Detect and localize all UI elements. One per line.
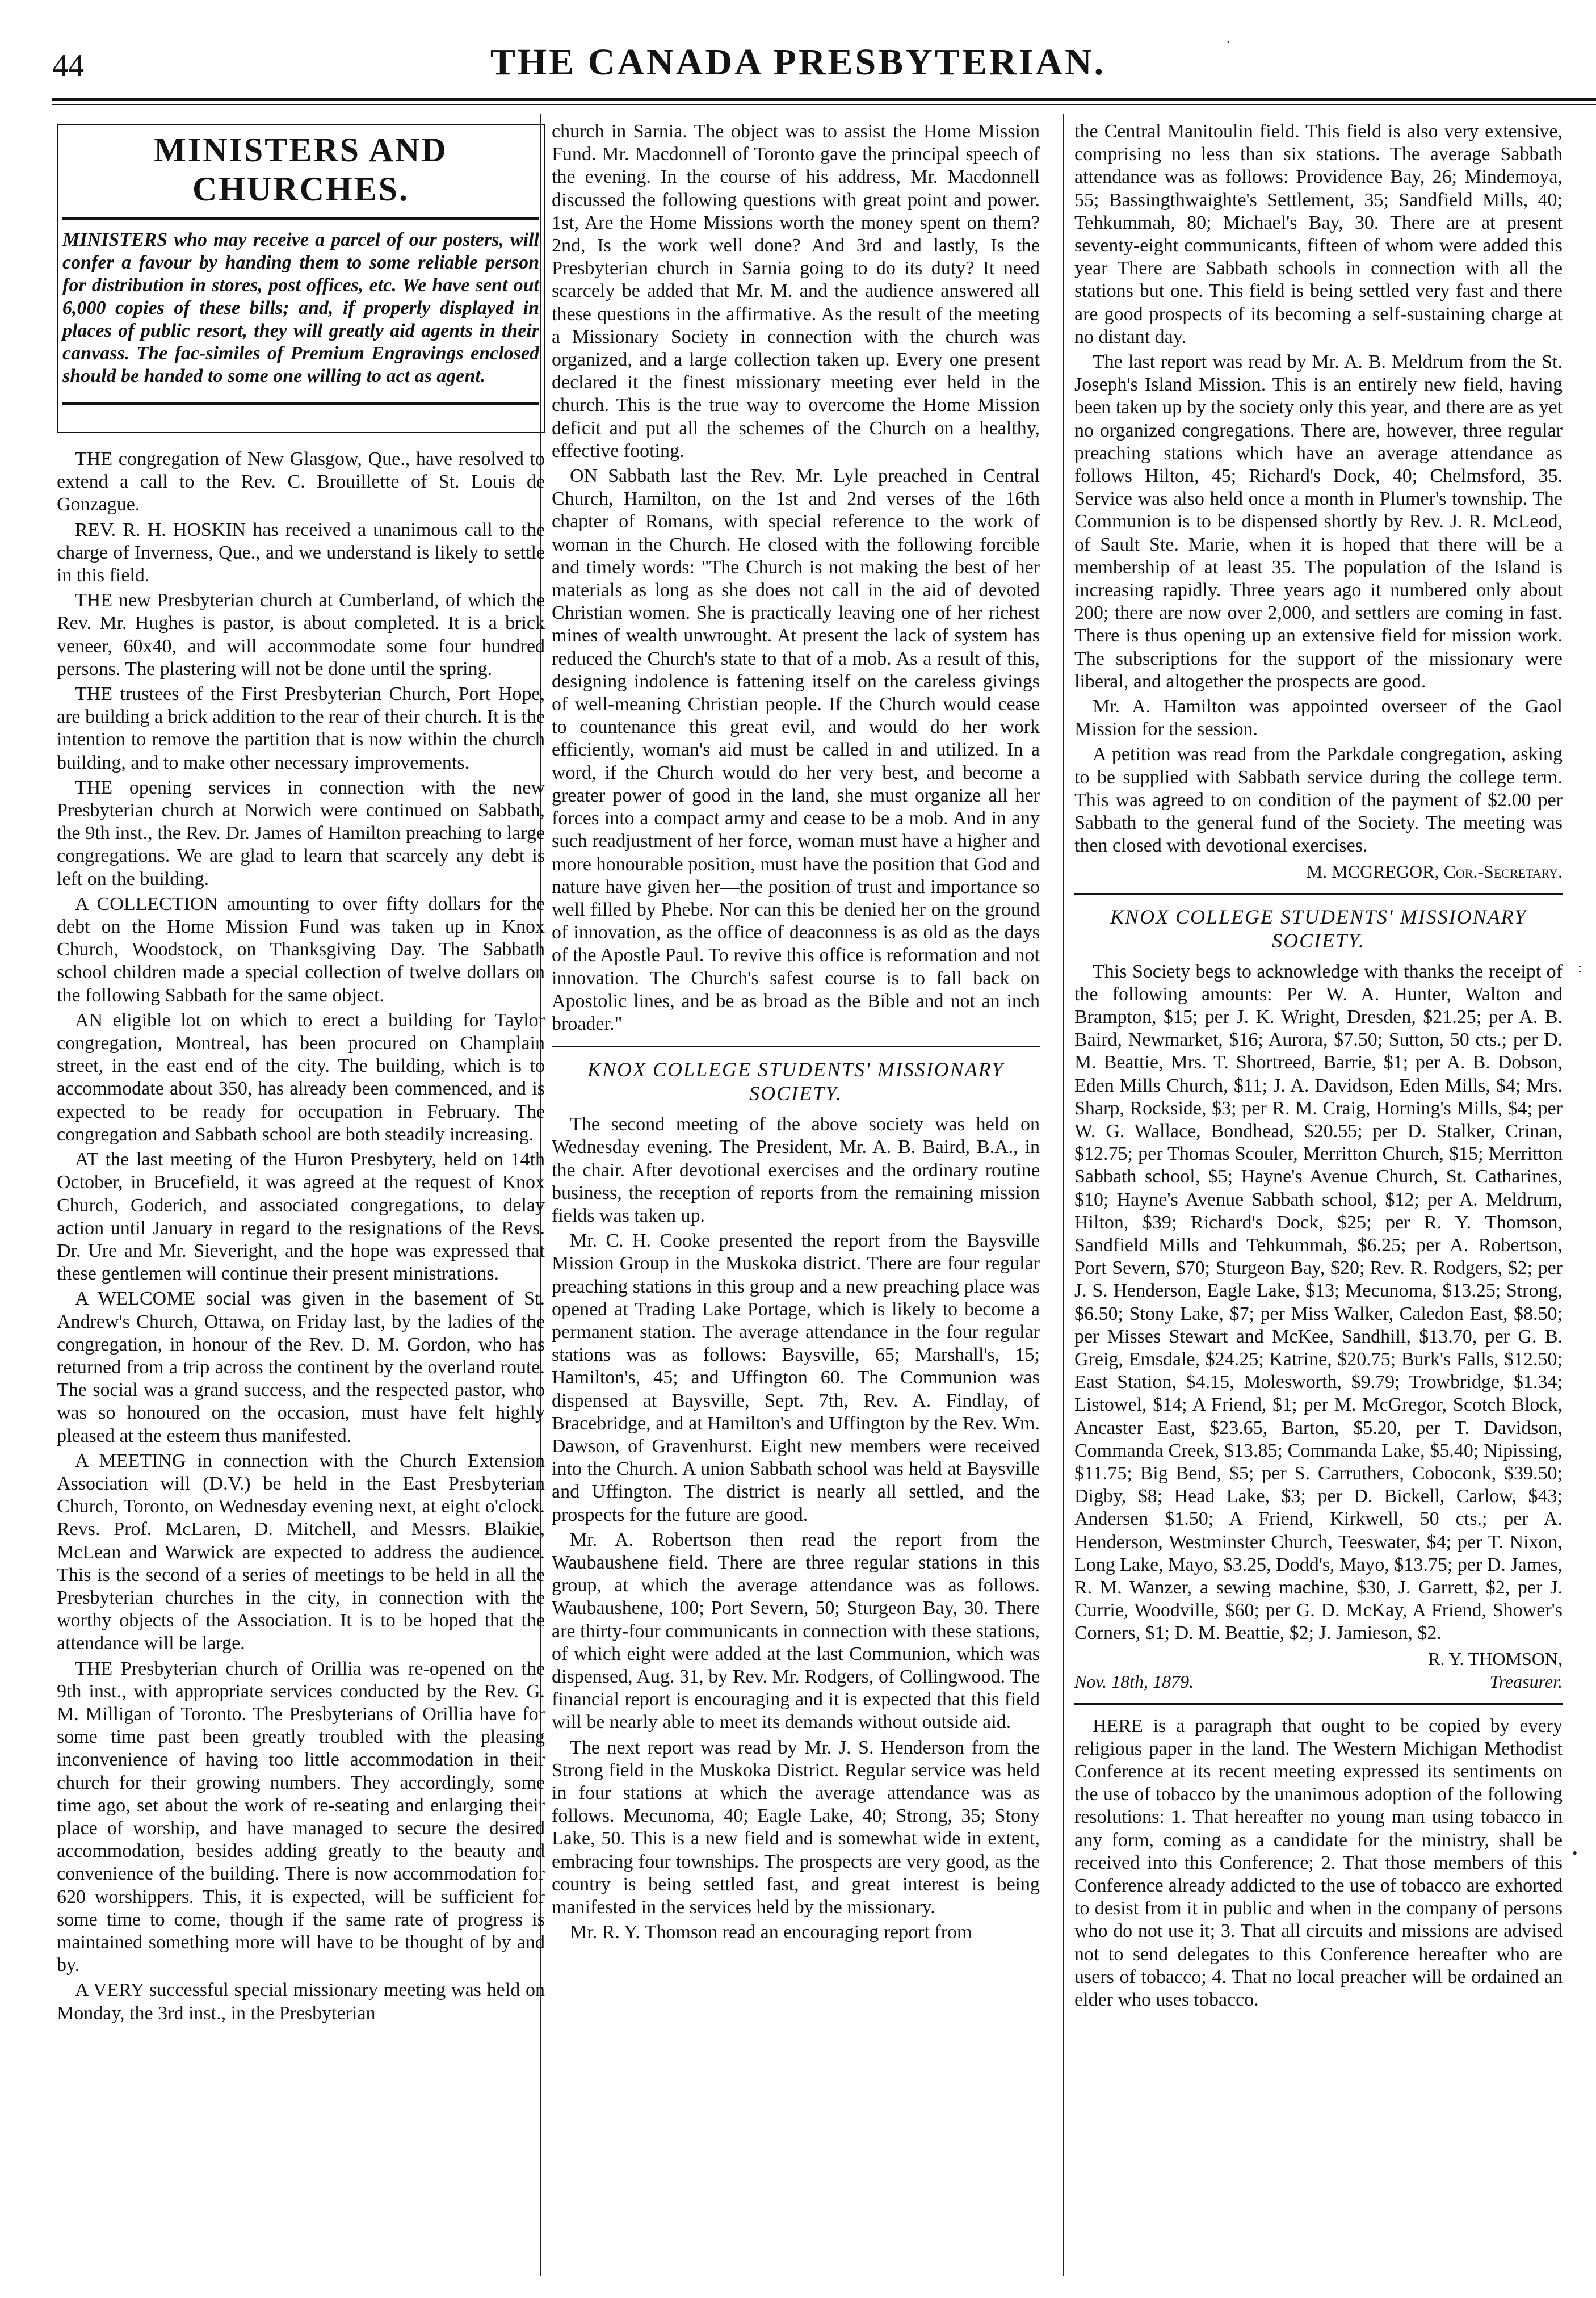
knox-parkdale: A petition was read from the Parkdale congregation, asking to be supplied with Sabbath service during the college term. This was agreed to on condition of the payment of $2.00 per Sabbath to the general fund of the Society. The meeting was then closed with devotional exercises. [1074, 744, 1563, 857]
print-speck: : [1578, 959, 1582, 976]
knox-meeting: The second meeting of the above society was held on Wednesday evening. The President, Mr. A. B. Baird, B.A., in the chair. After devotional exercises and the ordinary routine business, the reception of reports from the remaining mission fields was taken up. [552, 1114, 1040, 1226]
signature-title: Treasurer. [1489, 1671, 1563, 1692]
column-3 [1074, 120, 1563, 2278]
item-cumberland: THE new Presbyterian church at Cumberland, of which the Rev. Mr. Hughes is pastor, is about completed. It is a brick veneer, 60x40, and will accommodate some four hundred persons. The plastering will not be done until the spring. [57, 590, 545, 680]
item-tobacco-resolutions: HERE is a paragraph that ought to be copied by every religious paper in the land. The Western Michigan Methodist Conference at its recent meeting expressed its sentiments on the use of tobacco by the unanimous adoption of the following resolutions: 1. That hereafter no young man using tobacco in any form, coming as a candidate for the ministry, shall be received into this Conference; 2. That those members of this Conference already addicted to the use of tobacco are exhorted to desist from it in public and when in the company of persons who do not use it; 3. That all circuits and missions are advised not to send delegates to this Conference hereafter who are users of tobacco; 4. That no local preacher will be ordained an elder who uses tobacco. [1074, 1715, 1563, 2011]
item-sarnia-start: A VERY successful special missionary meeting was held on Monday, the 3rd inst., in the Presbyterian [57, 1980, 545, 2024]
column-2 [552, 120, 1040, 2278]
section-title-ministers: MINISTERS AND CHURCHES. [62, 131, 539, 220]
ministers-box [57, 124, 545, 433]
posters-notice: MINISTERS who may receive a parcel of our posters, will confer a favour by handing them to some reliable person for distribution in stores, post offices, etc. We have sent out 6,000 copies of these bills; and, if properly displayed in places of public resort, they will greatly aid agents in their canvass. The fac-similes of Premium Engravings enclosed should be handed to some one willing to act as agent. [62, 229, 539, 405]
knox-strong: The next report was read by Mr. J. S. Henderson from the Strong field in the Muskoka District. Regular service was held in four stations at which the average attendance was as follows. Mecunoma, 40; Eagle Lake, 40; Strong, 35; Stony Lake, 50. This is a new field and is somewhat wide in extent, embracing four townships. The prospects are very good, as the country is being settled fast, and great interest is being manifested in the services held by the missionary. [552, 1737, 1040, 1918]
masthead-title: THE CANADA PRESBYTERIAN. [490, 41, 1106, 83]
section-rule-2 [1074, 893, 1563, 895]
signature-thomson-row [1074, 1670, 1563, 1693]
item-orillia: THE Presbyterian church of Orillia was re-opened on the 9th inst., with appropriate services conducted by the Rev. G. M. Milligan of Toronto. The Presbyterians of Orillia have for some time past been greatly troubled with the pleasing inconvenience of having too little accommodation in their church for their growing numbers. They accordingly, some time ago, set about the work of re-seating and enlarging their place of worship, and have managed to secure the desired accommodation, besides adding greatly to the beauty and convenience of the building. There is now accommodation for 620 worshippers. This, it is expected, will be sufficient for some time to come, though if the same rate of progress is maintained something more will have to be thought of by and by. [57, 1658, 545, 1976]
knox-acknowledgements: This Society begs to acknowledge with thanks the receipt of the following amounts: Per W. A. Hunter, Walton and Brampton, $15; per J. K. Wright, Dresden, $21.25; per A. B. Baird, Newmarket, $16; Aurora, $7.50; Sutton, 50 cts.; per D. M. Beattie, Mrs. T. Shortreed, Barrie, $1; per A. B. Dobson, Eden Mills Church, $11; J. A. Davidson, Eden Mills, $4; Mrs. Sharp, Rockside, $3; per R. M. Craig, Horning's Mills, $4; per W. G. Wallace, Bondhead, $20.55; per D. Stalker, Crinan, $12.75; per Thomas Scouler, Merritton Church, $15; Merritton Sabbath school, $5; Hayne's Avenue Church, St. Catharines, $10; Hayne's Avenue Sabbath school, $12; per A. Meldrum, Hilton, $39; Richard's Dock, $25; per R. Y. Thomson, Sandfield Mills and Tehkummah, $6.25; per A. Robertson, Port Severn, $70; Sturgeon Bay, $20; Rev. R. Rodgers, $2; per J. S. Henderson, Eagle Lake, $13; Mecunoma, $13.25; Strong, $6.50; Stony Lake, $7; per Miss Walker, Caledon East, $8.50; per Misses Stewart and McKee, Sandhill, $13.70, per G. B. Greig, Emsdale, $24.25; Katrine, $20.75; Burk's Falls, $12.50; East Station, $4.15, Molesworth, $9.79; Trowbridge, $1.34; Listowel, $14; A Friend, $1; per M. McGregor, Scotch Block, Ancaster East, $23.65, Barton, $5.20, per T. Davidson, Commanda Creek, $13.85; Commanda Lake, $5.40; Nipissing, $11.75; Big Bend, $5; per S. Carruthers, Coboconk, $39.50; Digby, $8; Head Lake, $3; per D. Bickell, Carlow, $43; Andersen $1.50; A Friend, Kirkwell, 50 cts.; per A. Henderson, Westminster Church, Teeswater, $4; per T. Nixon, Long Lake, Mayo, $3.25, Dodd's, Mayo, $13.75; per D. James, R. M. Wanzer, a sewing machine, $30, J. Garrett, $2, per J. Currie, Woodville, $60; per G. D. McKay, A Friend, Shower's Corners, $1; D. M. Beattie, $2; J. Jamieson, $2. [1074, 961, 1563, 1644]
item-ottawa-social: A WELCOME social was given in the basement of St. Andrew's Church, Ottawa, on Friday last, by the ladies of the congregation, in honour of the Rev. D. M. Gordon, who has returned from a trip across the continent by the overland route. The social was a grand success, and the respected pastor, who was so honoured on the occasion, must have felt highly pleased at the esteem thus manifested. [57, 1288, 545, 1446]
section-title-knox-college-2: KNOX COLLEGE STUDENTS' MISSIONARY SOCIETY. [1110, 905, 1527, 952]
item-sarnia-continued: church in Sarnia. The object was to assist the Home Mission Fund. Mr. Macdonnell of Toronto gave the principal speech of the evening. In the course of his address, Mr. Macdonnell discussed the following questions with great point and power. 1st, Are the Home Missions worth the money spent on them? 2nd, Is the work well done? And 3rd and lastly, Is the Presbyterian church in Sarnia going to do its duty? It need scarcely be added that Mr. M. and the audience answered all these questions in the affirmative. As the result of the meeting a Missionary Society in connection with the church was organized, and a large collection taken up. Every one present declared it the finest missionary meeting ever held in the church. This is the true way to overcome the Home Mission deficit and put all the schemes of the Church on a healthy, effective footing. [552, 121, 1040, 462]
item-norwich: THE opening services in connection with the new Presbyterian church at Norwich were continued on Sabbath, the 9th inst., the Rev. Dr. James of Hamilton preaching to large congregations. We are glad to learn that scarcely any debt is left on the building. [57, 777, 545, 890]
section-rule [552, 1046, 1040, 1047]
item-woodstock: A COLLECTION amounting to over fifty dollars for the debt on the Home Mission Fund was taken up in Knox Church, Woodstock, on Thanksgiving Day. The Sabbath school children made a special collection of twelve dollars on the following Sabbath for the same object. [57, 893, 545, 1006]
knox-manitoulin: the Central Manitoulin field. This field is also very extensive, comprising no less than six stations. The average Sabbath attendance was as follows: Providence Bay, 26; Mindemoya, 55; Bassingthwaighte's Settlement, 35; Sandfield Mills, 40; Tehkummah, 80; Michael's Bay, 30. There are at present seventy-eight communicants, fifteen of whom were added this year There are Sabbath schools in connection with all the stations but one. This field is being settled very fast and there are good prospects of its becoming a self-sustaining charge at no distant day. [1074, 121, 1563, 347]
item-taylor-montreal: AN eligible lot on which to erect a building for Taylor congregation, Montreal, has been procured on Champlain street, in the east end of the city. The building, which is to accommodate about 350, has already been commenced, and is expected to be ready for occupation in February. The congregation and Sabbath school are both steadily increasing. [57, 1009, 545, 1145]
knox-baysville: Mr. C. H. Cooke presented the report from the Baysville Mission Group in the Muskoka district. There are four regular preaching stations in this group and a new preaching place was opened at Trading Lake Portage, which is likely to become a permanent station. The average attendance in the four regular stations was as follows: Baysville, 65; Marshall's, 15; Hamilton's, 45; and Uffington 60. The Communion was dispensed at Baysville, Sept. 7th, Rev. A. Findlay, of Bracebridge, and at Hamilton's and Uffington by the Rev. Wm. Dawson, of Gravenhurst. Eight new members were received into the Church. A union Sabbath school was held at Baysville and Uffington. The district is nearly all settled, and the prospects for the future are good. [552, 1230, 1040, 1525]
knox-gaol-mission: Mr. A. Hamilton was appointed overseer of the Gaol Mission for the session. [1074, 696, 1563, 740]
masthead-rule-thin [52, 104, 1596, 105]
knox-waubaushene: Mr. A. Robertson then read the report from the Waubaushene field. There are three regular stations in this group, at which the average attendance was as follows. Waubaushene, 100; Port Severn, 50; Sturgeon Bay, 30. There are thirty-four communicants in connection with these stations, of which eight were added at the last Communion, which was dispensed, Aug. 31, by Rev. Mr. Rodgers, of Collingwood. The financial report is encouraging and it is expected that this field will be nearly able to meet its demands without outside aid. [552, 1529, 1040, 1733]
item-huron-presbytery: AT the last meeting of the Huron Presbytery, held on 14th October, in Brucefield, it was agreed at the request of Knox Church, Goderich, and associated congregations, to delay action until January in regard to the resignations of the Revs. Dr. Ure and Mr. Sieveright, and the hope was expressed that these gentlemen will continue their present ministrations. [57, 1149, 545, 1285]
item-lyle-sermon: ON Sabbath last the Rev. Mr. Lyle preached in Central Church, Hamilton, on the 1st and 2nd verses of the 16th chapter of Romans, with special reference to the work of woman in the Church. He closed with the following forcible and timely words: "The Church is not making the best of her materials as long as she does not call in the aid of devoted Christian women. She is practically leaving one of her richest mines of wealth unwrought. At present the lack of system has reduced the Church's state to that of a mob. As a result of this, designing indolence is fattening itself on the careless givings of well-meaning Christian people. If the Church would cease to countenance this great evil, and would do her work efficiently, woman's aid must be called in and utilized. In a word, if the Church would do her very best, and become a greater power of good in the land, she must organize all her forces into a compact army and cease to be a mob. And in any such readjustment of her force, woman must have a higher and more honourable position, must have the position that God and nature have given her—the position of trust and importance so well filled by Phebe. Nor can this be denied her on the ground of innovation, as the office of deaconness is as old as the days of the Apostle Paul. To revive this office is reformation and not innovation. The Church's safest course is to fall back on Apostolic lines, and be as broad as the Bible and not an inch broader." [552, 466, 1040, 1034]
column-1 [57, 120, 545, 2278]
masthead-rule [52, 98, 1596, 101]
signature-thomson-name: R. Y. THOMSON, [1428, 1648, 1563, 1669]
section-rule-3 [1074, 1703, 1563, 1705]
signature-mcgregor: M. MCGREGOR, Cor.-Secretary. [1306, 861, 1563, 882]
section-title-knox-college: KNOX COLLEGE STUDENTS' MISSIONARY SOCIETY. [587, 1058, 1005, 1105]
item-church-extension: A MEETING in connection with the Church Extension Association will (D.V.) be held in the East Presbyterian Church, Toronto, on Wednesday evening next, at eight o'clock. Revs. Prof. McLaren, D. Mitchell, and Messrs. Blaikie, McLean and Warwick are expected to address the audience. This is the second of a series of meetings to be held in all the Presbyterian churches in the city, in connection with the worthy objects of the Association. It is to be hoped that the attendance will be large. [57, 1450, 545, 1654]
column-divider-2 [1063, 114, 1064, 2276]
page-number: 44 [52, 48, 84, 83]
print-speck: • [1572, 1845, 1578, 1861]
knox-thomson-start: Mr. R. Y. Thomson read an encouraging report from [570, 1922, 972, 1943]
item-new-glasgow: THE congregation of New Glasgow, Que., have resolved to extend a call to the Rev. C. Brouillette of St. Louis de Gonzague. [57, 448, 545, 515]
knox-st-josephs: The last report was read by Mr. A. B. Meldrum from the St. Joseph's Island Mission. This is an entirely new field, having been taken up by the society only this year, and there are as yet no organized congregations. There are, however, three regular preaching stations which have an average attendance as follows Hilton, 45; Richard's Dock, 40; Chelmsford, 35. Service was also held once a month in Plumer's township. The Communion is to be dispensed shortly by Rev. J. R. McLeod, of Sault Ste. Marie, when it is hoped that there will be a membership of at least 35. The population of the Island is increasing rapidly. Three years ago it numbered only about 200; there are now over 2,000, and settlers are coming in fast. There is thus opening up an extensive field for mission work. The subscriptions for the support of the missionary were liberal, and altogether the prospects are good. [1074, 351, 1563, 692]
signature-date: Nov. 18th, 1879. [1074, 1671, 1194, 1692]
item-hoskin: REV. R. H. HOSKIN has received a unanimous call to the charge of Inverness, Que., and we understand is likely to settle in this field. [57, 519, 545, 586]
print-speck: · [1226, 34, 1231, 51]
item-port-hope: THE trustees of the First Presbyterian Church, Port Hope, are building a brick addition to the rear of their church. It is the intention to remove the partition that is now within the church building, and to make other necessary improvements. [57, 683, 545, 773]
